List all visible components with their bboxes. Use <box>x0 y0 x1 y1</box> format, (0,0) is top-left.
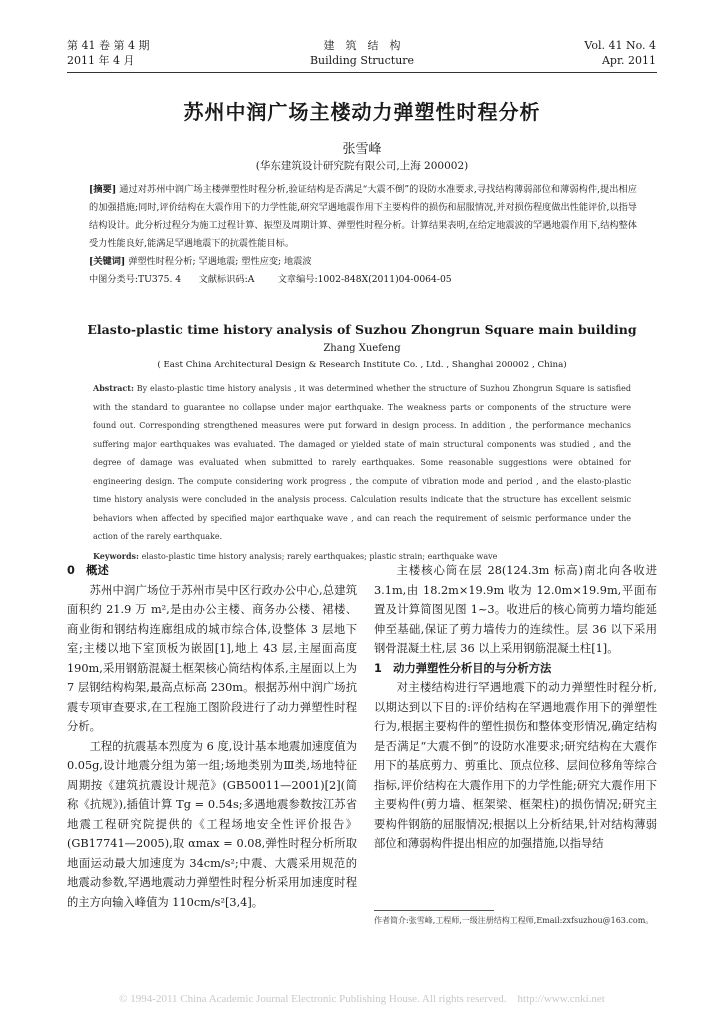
paper-affiliation: (华东建筑设计研究院有限公司,上海 200002) <box>255 160 469 172</box>
english-author: Zhang Xuefeng <box>323 343 401 354</box>
date-cn: 2011 年 4 月 <box>67 54 135 67</box>
abstract-en-body <box>93 379 631 547</box>
body-column-left <box>67 561 357 912</box>
classification-line <box>89 271 637 289</box>
abstract-cn-body <box>89 181 637 253</box>
copyright-footer: © 1994-2011 China Academic Journal Electronic Publishing House. All rights reserved. http://www.cnki.net <box>119 993 605 1005</box>
abstract-cn <box>89 181 637 289</box>
author-footnote: 作者简介:张雪峰,工程师,一级注册结构工程师,Email:zxfsuzhou@163.com。 <box>374 916 654 925</box>
keywords-en-label: Keywords: <box>93 550 140 561</box>
section-0-paragraph-3: 主楼核心筒在层 28(124.3m 标高)南北向各收进 3.1m,由 18.2m×19.9m 收为 12.0m×19.9m,平面布置及计算简图见图 1~3。收进后的核心筒剪力墙均能延伸至基础,保证了剪力墙传力的连续性。层 36 以下采用钢骨混凝土柱,层 36 以上采用钢筋混凝土柱[1]。 <box>374 564 657 655</box>
footnote-divider <box>374 910 494 911</box>
volume-issue-en: Vol. 41 No. 4 <box>584 39 656 52</box>
header-divider <box>67 72 657 73</box>
abstract-cn-label: [摘要] <box>89 184 117 195</box>
abstract-en-text: By elasto-plastic time history analysis , it was determined whether the structure of Suzhou Zhongrun Square is satisfied with the standard to guarantee no collapse under major earthquake. The weakness parts or components of the structure were found out. Corresponding strengthened measures were put forward in design process. In addition , the performance mechanics suffering major earthquakes was evaluated. The damaged or yielded state of main structural components was studied , and the degree of damage was evaluated when submitted to rarely earthquakes. Some reasonable suggestions were obtained for engineering design. The compute considering work progress , the compute of vibration mode and period , and the elasto-plastic time history analysis were concluded in the analysis process. Calculation results indicate that the structure has excellent seismic behaviors when affected by specified major earthquake wave , and can reach the requirement of seismic performance under the action of the rarely earthquake. <box>93 384 631 541</box>
english-affiliation: ( East China Architectural Design & Research Institute Co. , Ltd. , Shanghai 200002 , China) <box>157 360 567 370</box>
section-1-paragraph-1: 对主楼结构进行罕遇地震下的动力弹塑性时程分析,以期达到以下目的:评价结构在罕遇地震作用下的弹塑性行为,根据主要构件的塑性损伤和整体变形情况,确定结构是否满足“大震不倒”的设防水准要求;研究结构在大震作用下的基底剪力、剪重比、顶点位移、层间位移角等综合指标,评价结构在大震作用下的力学性能;研究大震作用下主要构件(剪力墙、框架梁、框架柱)的损伤情况;研究主要构件钢筋的屈服情况;根据以上分析结果,针对结构薄弱部位和薄弱构件提出相应的加强措施,以指导结 <box>374 681 657 850</box>
paper-author: 张雪峰 <box>342 142 382 157</box>
date-en: Apr. 2011 <box>601 54 656 67</box>
body-column-right <box>374 561 657 854</box>
journal-name-en: Building Structure <box>309 54 415 67</box>
paper-title: 苏州中润广场主楼动力弹塑性时程分析 <box>183 100 541 124</box>
clc-code: 中图分类号:TU375. 4 <box>89 274 182 285</box>
journal-name-cn: 建 筑 结 构 <box>323 39 401 52</box>
section-0-paragraph-2: 工程的抗震基本烈度为 6 度,设计基本地震加速度值为 0.05g,设计地震分组为第一组;场地类别为Ⅲ类,场地特征周期按《建筑抗震设计规范》(GB50011—2001)[2](简称《抗规》),插值计算 Tg = 0.54s;多遇地震参数按江苏省地震工程研究院提供的《工程场地安全性评价报告》(GB17741—2005),取 αmax = 0.08,弹性时程分析所取地面运动最大加速度为 34cm/s²;中震、大震采用规范的地震动参数,罕遇地震动力弹塑性时程分析采用加速度时程的主方向输入峰值为 110cm/s²[3,4]。 <box>67 739 357 909</box>
section-1-heading: 1 动力弹塑性分析目的与分析方法 <box>374 661 552 675</box>
keywords-en-text: elasto-plastic time history analysis; rarely earthquakes; plastic strain; earthquake wave <box>141 551 498 561</box>
abstract-en-label: Abstract: <box>93 383 134 393</box>
running-header-right <box>584 38 656 68</box>
keywords-cn-label: [关键词] <box>89 256 126 267</box>
abstract-en <box>93 379 631 566</box>
article-number: 文章编号:1002-848X(2011)04-0064-05 <box>277 274 452 285</box>
section-0-paragraph-1: 苏州中润广场位于苏州市吴中区行政办公中心,总建筑面积约 21.9 万 m²,是由办公主楼、商务办公楼、裙楼、商业街和钢结构连廊组成的城市综合体,设整体 3 层地下室;主楼以地下室顶板为嵌固[1],地上 43 层,主屋面高度 190m,采用钢筋混凝土框架核心筒结构体系,主屋面以上为 7 层钢结构构架,最高点标高 230m。根据苏州中润广场抗震专项审查要求,在工程施工图阶段进行了动力弹塑性时程分析。 <box>67 583 357 733</box>
english-title: Elasto-plastic time history analysis of Suzhou Zhongrun Square main building <box>87 322 637 337</box>
keywords-cn-text: 弹塑性时程分析; 罕遇地震; 塑性应变; 地震波 <box>128 256 312 267</box>
document-code: 文献标识码:A <box>198 274 255 285</box>
keywords-cn <box>89 253 637 271</box>
section-0-heading: 0 概述 <box>67 564 109 577</box>
abstract-cn-text: 通过对苏州中润广场主楼弹塑性时程分析,验证结构是否满足“大震不倒”的设防水准要求,寻找结构薄弱部位和薄弱构件,提出相应的加强措施;同时,评价结构在大震作用下的力学性能,研究罕遇地震作用下主要构件的损伤和屈服情况,并对损伤程度做出性能评价,以指导结构设计。此分析过程分为施工过程计算、振型及周期计算、弹塑性时程分析。计算结果表明,在给定地震波的罕遇地震作用下,结构整体受力性能良好,能满足罕遇地震下的抗震性能目标。 <box>89 184 637 249</box>
volume-issue-cn: 第 41 卷 第 4 期 <box>67 39 150 52</box>
